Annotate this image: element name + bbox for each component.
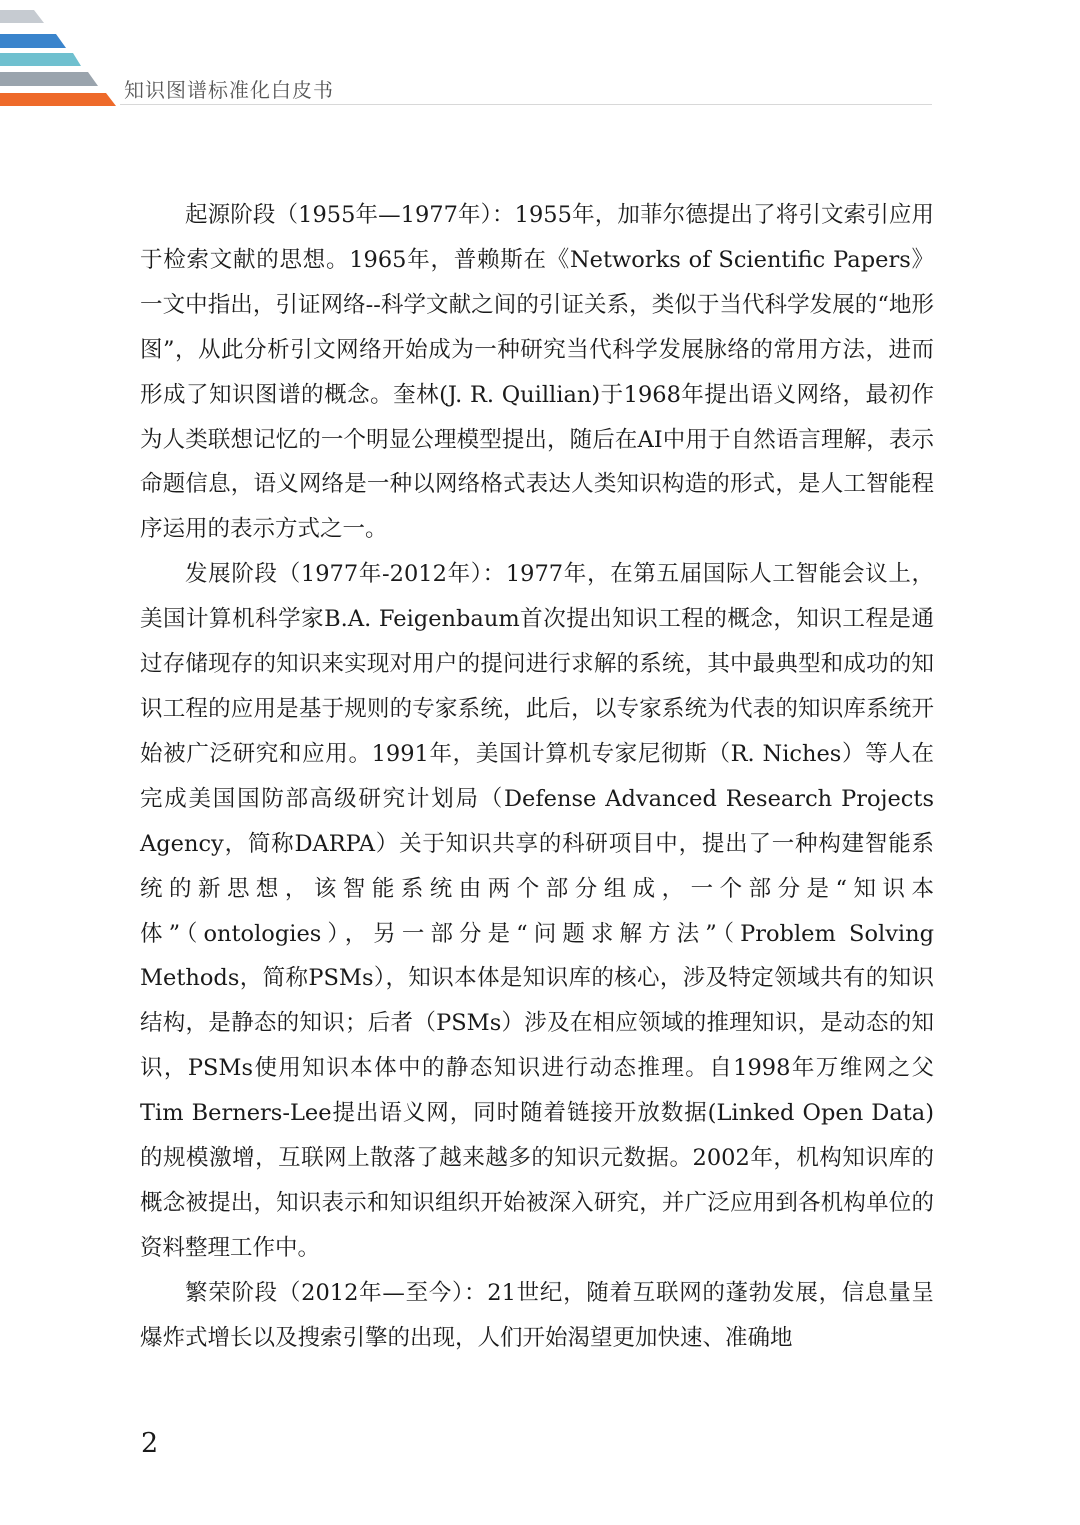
header-stripes-graphic [0, 0, 130, 110]
stripe-gray-dark [0, 72, 98, 86]
stripe-blue [0, 34, 66, 48]
stripe-orange [0, 93, 116, 106]
stripe-gray-light [0, 10, 44, 23]
header-divider [120, 104, 932, 105]
body-text [140, 193, 934, 1361]
paragraph-origin-stage: 起源阶段（1955年—1977年）：1955年，加菲尔德提出了将引文索引应用于检索文献的思想。1965年，普赖斯在《Networks of Scientific Papers》一文中指出，引证网络--科学文献之间的引证关系，类似于当代科学发展的“地形图”，从此分析引文网络开始成为一种研究当代科学发展脉络的常用方法，进而形成了知识图谱的概念。奎林(J. R. Quillian)于1968年提出语义网络，最初作为人类联想记忆的一个明显公理模型提出，随后在AI中用于自然语言理解，表示命题信息，语义网络是一种以网络格式表达人类知识构造的形式，是人工智能程序运用的表示方式之一。 [140, 202, 934, 543]
header-title: 知识图谱标准化白皮书 [124, 78, 334, 102]
page-number: 2 [141, 1428, 159, 1459]
paragraph-development-stage: 发展阶段（1977年-2012年）：1977年，在第五届国际人工智能会议上，美国计算机科学家B.A. Feigenbaum首次提出知识工程的概念，知识工程是通过存储现存的知识来实现对用户的提问进行求解的系统，其中最典型和成功的知识工程的应用是基于规则的专家系统，此后，以专家系统为代表的知识库系统开始被广泛研究和应用。1991年，美国计算机专家尼彻斯（R. Niches）等人在完成美国国防部高级研究计划局（Defense Advanced Research Projects Agency，简称DARPA）关于知识共享的科研项目中，提出了一种构建智能系统的新思想，该智能系统由两个部分组成，一个部分是“知识本体”（ontologies），另一部分是“问题求解方法”（Problem Solving Methods，简称PSMs），知识本体是知识库的核心，涉及特定领域共有的知识结构，是静态的知识；后者（PSMs）涉及在相应领域的推理知识，是动态的知识，PSMs使用知识本体中的静态知识进行动态推理。自1998年万维网之父Tim Berners-Lee提出语义网，同时随着链接开放数据(Linked Open Data)的规模激增，互联网上散落了越来越多的知识元数据。2002年，机构知识库的概念被提出，知识表示和知识组织开始被深入研究，并广泛应用到各机构单位的资料整理工作中。 [140, 561, 934, 1261]
stripe-teal [0, 53, 81, 66]
paragraph-prosperity-stage: 繁荣阶段（2012年—至今）：21世纪，随着互联网的蓬勃发展，信息量呈爆炸式增长以及搜索引擎的出现，人们开始渴望更加快速、准确地 [140, 1279, 934, 1351]
